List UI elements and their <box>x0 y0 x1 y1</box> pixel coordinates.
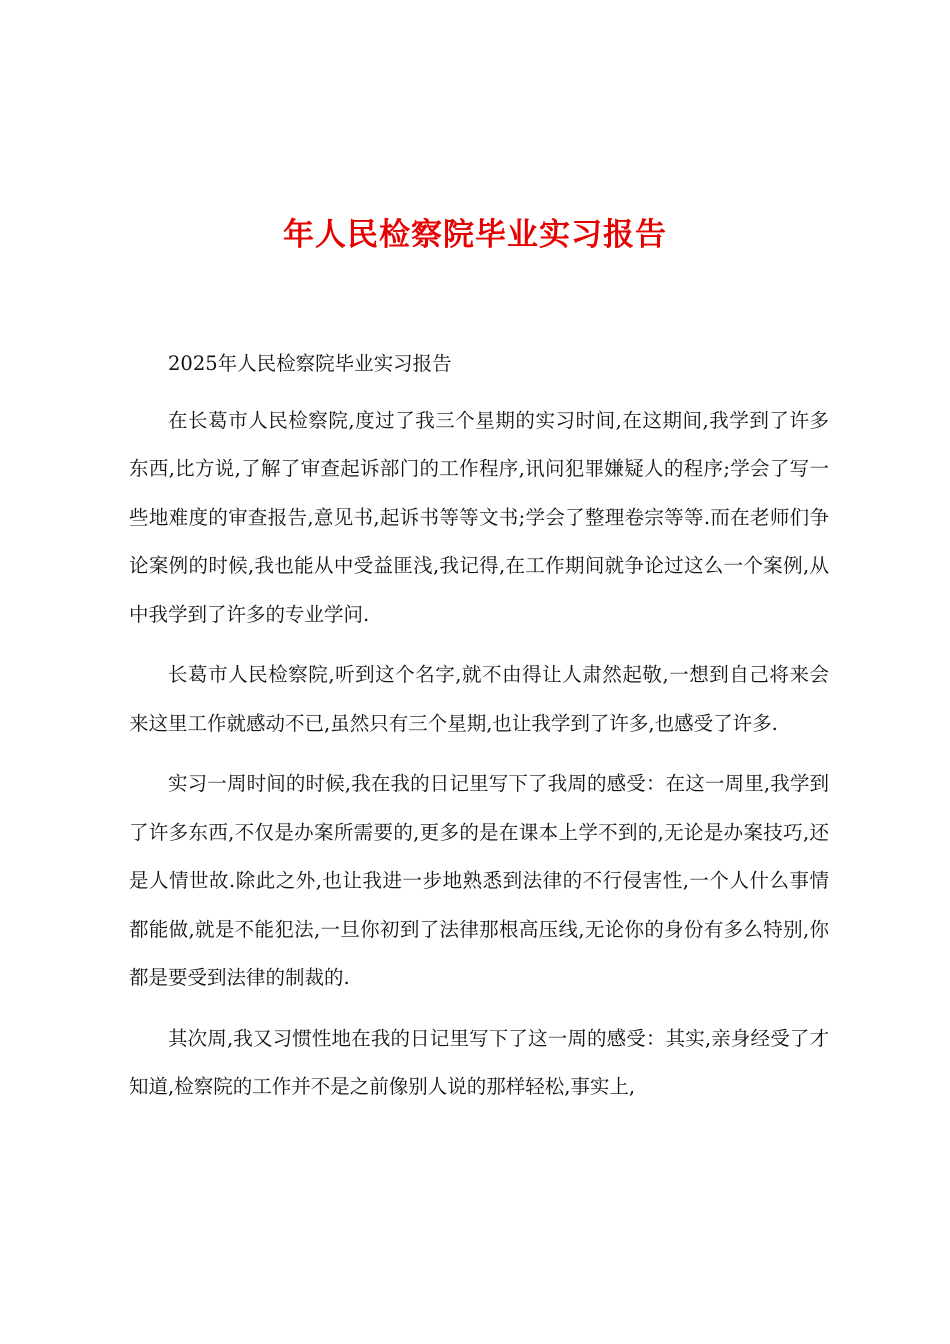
document-title: 年人民检察院毕业实习报告 <box>283 217 667 253</box>
paragraph-1: 在长葛市人民检察院,度过了我三个星期的实习时间,在这期间,我学到了许多东西,比方说,了解了审查起诉部门的工作程序,讯问犯罪嫌疑人的程序;学会了写一些地难度的审查报告,意见书,起诉书等等文书;学会了整理卷宗等等.而在老师们争论案例的时候,我也能从中受益匪浅,我记得,在工作期间就争论过这么一个案例,从中我学到了许多的专业学问. <box>129 408 829 626</box>
paragraph-3: 实习一周时间的时候,我在我的日记里写下了我周的感受：在这一周里,我学到了许多东西,不仅是办案所需要的,更多的是在课本上学不到的,无论是办案技巧,还是人情世故.除此之外,也让我进一步地熟悉到法律的不行侵害性,一个人什么事情都能做,就是不能犯法,一旦你初到了法律那根高压线,无论你的身份有多么特别,你都是要受到法律的制裁的. <box>129 772 829 989</box>
document-body <box>129 340 829 1124</box>
document-subtitle: 2025年人民检察院毕业实习报告 <box>168 352 452 375</box>
paragraph-4: 其次周,我又习惯性地在我的日记里写下了这一周的感受：其实,亲身经受了才知道,检察院的工作并不是之前像别人说的那样轻松,事实上, <box>129 1026 829 1098</box>
paragraph-2: 长葛市人民检察院,听到这个名字,就不由得让人肃然起敬,一想到自己将来会来这里工作就感动不已,虽然只有三个星期,也让我学到了许多,也感受了许多. <box>129 663 829 735</box>
